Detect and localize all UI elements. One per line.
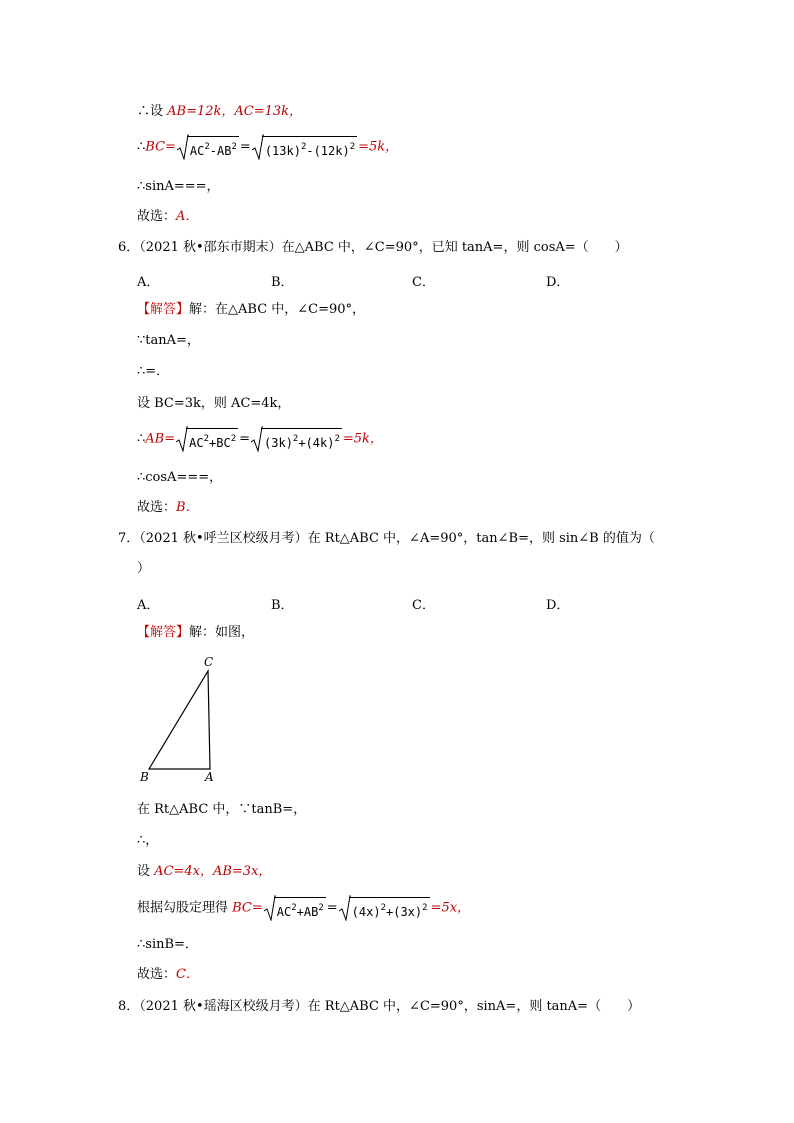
equation-lhs: AB= <box>145 431 176 447</box>
square-root <box>264 897 326 919</box>
line-prefix: 设 <box>137 864 155 879</box>
answer-tag: 【解答】 <box>137 625 190 640</box>
radicand-term: +(4k) <box>298 436 335 450</box>
option-c: C． <box>412 275 435 290</box>
square-root <box>176 428 238 450</box>
radicand-term: -(12k) <box>306 144 350 158</box>
exponent: 2 <box>318 903 324 913</box>
square-root <box>252 136 357 158</box>
equation: sinA===， <box>145 179 220 194</box>
exponent: 2 <box>203 434 209 444</box>
solution-line <box>137 301 365 319</box>
solution-line: ∴， <box>137 833 159 848</box>
line-prefix: 根据勾股定理得 <box>137 900 233 916</box>
line-prefix: ∴ <box>137 179 146 194</box>
answer-choice: A． <box>176 209 199 224</box>
vertex-label-c: C <box>204 655 214 669</box>
solution-line: 在 Rt△ABC 中，∵tanB=， <box>137 802 307 817</box>
answer-label: 故选： <box>137 967 177 982</box>
equation-lhs: BC= <box>145 139 176 155</box>
line-prefix: ∴ <box>137 937 146 952</box>
solution-line <box>137 936 198 954</box>
answer-choice: C． <box>176 967 199 982</box>
solution-text: 解：在△ABC 中，∠C=90°， <box>189 302 366 317</box>
answer-line <box>137 966 199 984</box>
equation-result: =5k， <box>358 139 399 155</box>
solution-line <box>137 178 220 196</box>
line-prefix: 设 <box>137 396 155 411</box>
radicand-term: +(3x) <box>386 905 423 919</box>
answer-label: 故选： <box>137 209 177 224</box>
right-triangle-figure <box>137 655 227 785</box>
option-c: C． <box>412 598 435 613</box>
solution-text: 解：如图， <box>189 625 255 640</box>
radicand-term: AC <box>189 144 205 158</box>
radicand-term: AC <box>276 905 292 919</box>
option-d: D． <box>546 598 570 613</box>
line-prefix: ∴ <box>137 139 146 155</box>
radicand-term: (4x) <box>351 905 381 919</box>
exponent: 2 <box>380 903 386 913</box>
exponent: 2 <box>300 142 307 152</box>
square-root <box>177 136 239 158</box>
question-7-continuation: ） <box>137 561 151 576</box>
option-a: A． <box>137 275 160 290</box>
answer-choice: B． <box>176 500 199 515</box>
vertex-label-b: B <box>140 770 149 784</box>
square-root <box>339 897 430 919</box>
solution-line <box>137 863 271 881</box>
solution-line <box>137 624 254 642</box>
answer-label: 故选： <box>137 500 177 515</box>
equals-sign: = <box>239 431 251 447</box>
equation-result: =5k， <box>342 431 383 447</box>
solution-line: ∵tanA=， <box>137 333 200 348</box>
option-b: B． <box>271 598 294 613</box>
exponent: 2 <box>349 142 356 152</box>
radicand-term: +BC <box>209 436 231 450</box>
question-7-options <box>137 594 637 612</box>
equation: cosA===， <box>145 470 223 485</box>
line-prefix: ∴ <box>137 431 146 447</box>
option-b: B． <box>271 275 294 290</box>
exponent: 2 <box>422 903 428 913</box>
radicand-term: (13k) <box>264 144 301 158</box>
question-6-options <box>137 271 637 289</box>
square-root <box>251 428 342 450</box>
solution-line <box>137 395 290 413</box>
line-prefix: ∴设 <box>137 104 168 119</box>
radicand-term: -AB <box>209 144 232 158</box>
equation-result: =5x， <box>430 900 471 916</box>
option-a: A． <box>137 598 160 613</box>
triangle-abc <box>149 671 210 769</box>
question-7: 7．（2021 秋•呼兰区校级月考）在 Rt△ABC 中，∠A=90°，tan∠B=，则 sin∠B 的值为（ <box>118 531 655 546</box>
exponent: 2 <box>231 142 237 152</box>
option-d: D． <box>546 275 570 290</box>
equation-lhs: BC= <box>232 900 263 916</box>
vertex-label-a: A <box>205 770 214 784</box>
exponent: 2 <box>292 434 299 444</box>
solution-line <box>137 103 302 121</box>
radicand-term: (3k) <box>264 436 293 450</box>
answer-tag: 【解答】 <box>137 302 190 317</box>
radical-equation-line <box>137 428 383 450</box>
exponent: 2 <box>204 142 210 152</box>
radicand-term: +AB <box>296 905 319 919</box>
answer-line <box>137 499 199 517</box>
question-6: 6．（2021 秋•邵东市期末）在△ABC 中，∠C=90°，已知 tanA=，则 cosA=（ ） <box>118 240 628 255</box>
equation: BC=3k，则 AC=4k， <box>154 396 291 411</box>
equals-sign: = <box>326 900 338 916</box>
radical-equation-line <box>137 897 470 919</box>
question-8: 8．（2021 秋•瑶海区校级月考）在 Rt△ABC 中，∠C=90°，sinA=，则 tanA=（ ） <box>118 999 641 1014</box>
solution-line <box>137 469 222 487</box>
equals-sign: = <box>239 139 251 155</box>
solution-line: ∴=． <box>137 364 170 379</box>
exponent: 2 <box>334 434 340 444</box>
radical-equation-line <box>137 136 398 158</box>
equation: AB=12k，AC=13k， <box>167 104 303 119</box>
exponent: 2 <box>291 903 297 913</box>
exponent: 2 <box>230 434 237 444</box>
answer-line <box>137 208 198 226</box>
equation: sinB=． <box>145 937 198 952</box>
equation: AC=4x，AB=3x， <box>154 864 272 879</box>
line-prefix: ∴ <box>137 470 146 485</box>
radicand-term: AC <box>189 436 204 450</box>
